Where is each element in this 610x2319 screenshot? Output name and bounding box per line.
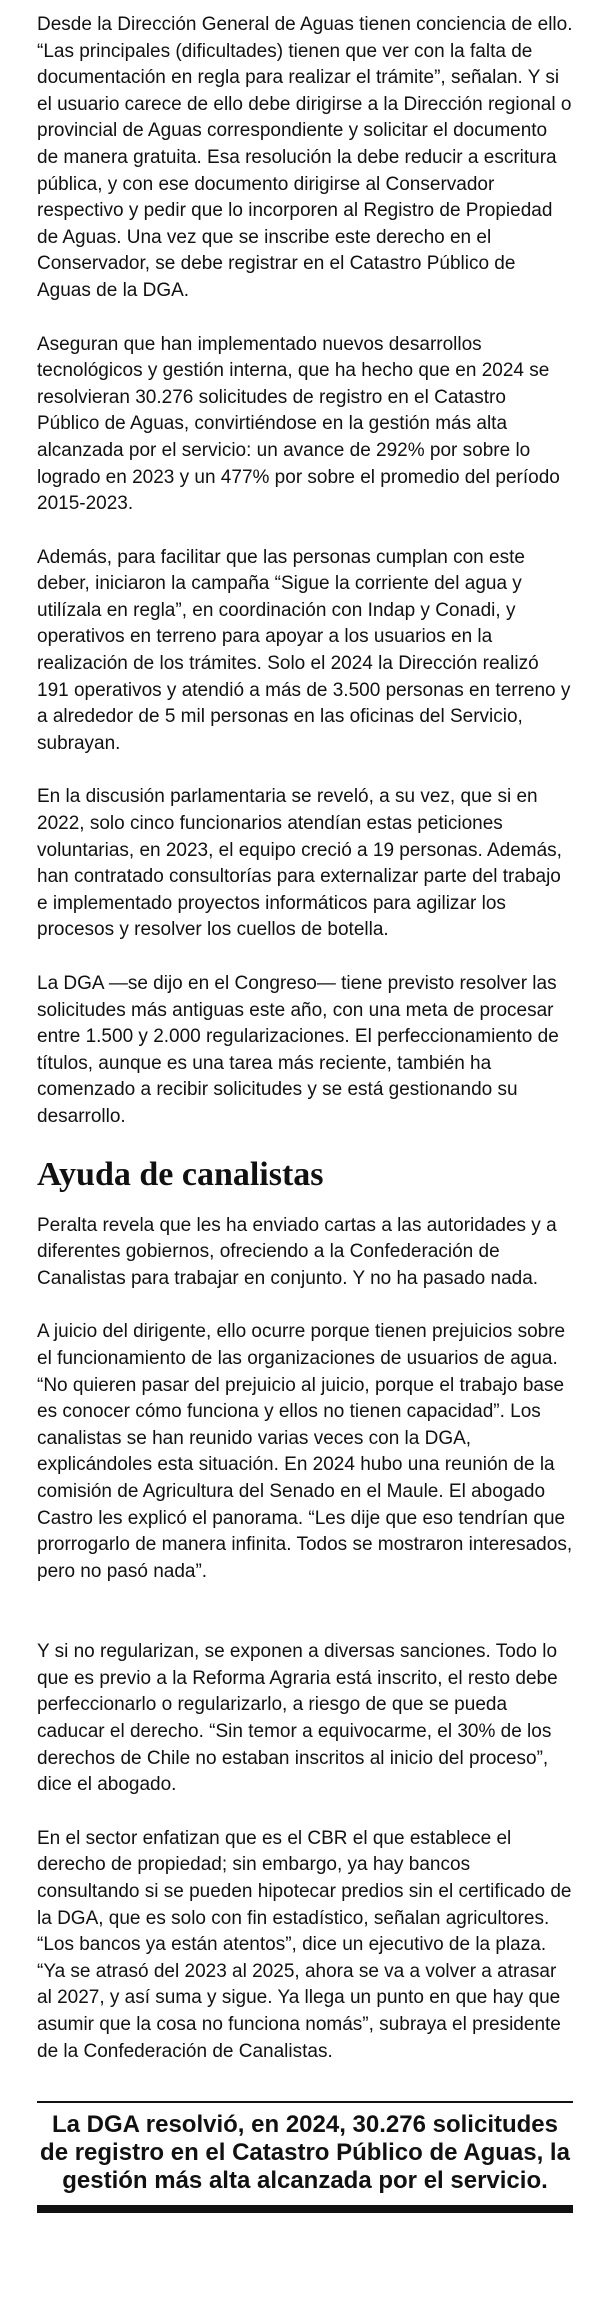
paragraph-congress-goal: La DGA —se dijo en el Congreso— tiene previsto resolver las solicitudes más antiguas este año, con una meta de procesar entre 1.500 y 2.000 regularizaciones. El perfeccionamiento de títulos, aunque es una tarea más reciente, también ha comenzado a recibir solicitudes y se está gestionando su desarrollo.	[37, 973, 559, 1127]
paragraph-prejudice: A juicio del dirigente, ello ocurre porque tienen prejuicios sobre el funcionamiento de las organizaciones de usuarios de agua. “No quieren pasar del prejuicio al juicio, porque el trabajo base es conocer cómo funciona y ellos no tienen capacidad”. Los canalistas se han reunido varias veces con la DGA, explicándoles esta situación. En 2024 hubo una reunión de la comisión de Agricultura del Senado en el Maule. El abogado Castro les explicó el panorama. “Les dije que eso tendrían que prorrogarlo de manera infinita. Todos se mostraron interesados, pero no pasó nada”.	[37, 1321, 573, 1582]
paragraph-peralta-letters: Peralta revela que les ha enviado cartas a las autoridades y a diferentes gobiernos, ofreciendo a la Confederación de Canalistas para trabajar en conjunto. Y no ha pasado nada.	[37, 1214, 557, 1289]
article-body	[37, 12, 573, 2213]
paragraph-sanctions: Y si no regularizan, se exponen a diversas sanciones. Todo lo que es previo a la Reforma Agraria está inscrito, el resto debe perfeccionarlo o regularizarlo, a riesgo de que se pueda caducar el derecho. “Sin temor a equivocarme, el 30% de los derechos de Chile no estaban inscritos al inicio del proceso”, dice el abogado.	[37, 1641, 558, 1796]
paragraph-dga-documentation: Desde la Dirección General de Aguas tienen conciencia de ello. “Las principales (dificultades) tienen que ver con la falta de documentación en regla para realizar el trámite”, señalan. Y si el usuario carece de ello debe dirigirse a la Dirección regional o provincial de Aguas correspondiente y solicitar el documento de manera gratuita. Esa resolución la debe reducir a escritura pública, y con ese documento dirigirse al Conservador respectivo y pedir que lo incorporen al Registro de Propiedad de Aguas. Una vez que se inscribe este derecho en el Conservador, se debe registrar en el Catastro Público de Aguas de la DGA.	[37, 14, 573, 301]
paragraph-dga-technology: Aseguran que han implementado nuevos desarrollos tecnológicos y gestión interna, que ha hecho que en 2024 se resolvieran 30.276 solicitudes de registro en el Catastro Público de Aguas, convirtiéndose en la gestión más alta alcanzada por el servicio: un avance de 292% por sobre lo logrado en 2023 y un 477% por sobre el promedio del período 2015-2023.	[37, 333, 560, 515]
pull-quote: La DGA resolvió, en 2024, 30.276 solicitudes de registro en el Catastro Público de Aguas, la gestión más alta alcanzada por el servicio.	[37, 2101, 573, 2213]
section-heading: Ayuda de canalistas	[37, 1155, 324, 1193]
paragraph-campaign: Además, para facilitar que las personas cumplan con este deber, iniciaron la campaña “Sigue la corriente del agua y utilízala en regla”, en coordinación con Indap y Conadi, y operativos en terreno para apoyar a los usuarios en la realización de los trámites. Solo el 2024 la Dirección realizó 191 operativos y atendió a más de 3.500 personas en terreno y a alrededor de 5 mil personas en las oficinas del Servicio, subrayan.	[37, 546, 571, 754]
paragraph-parliament: En la discusión parlamentaria se reveló, a su vez, que si en 2022, solo cinco funcionarios atendían estas peticiones voluntarias, en 2023, el equipo creció a 19 personas. Además, han contratado consultorías para externalizar parte del trabajo e implementado proyectos informáticos para agilizar los procesos y resolver los cuellos de botella.	[37, 786, 562, 941]
paragraph-cbr-banks: En el sector enfatizan que es el CBR el que establece el derecho de propiedad; sin embargo, ya hay bancos consultando si se pueden hipotecar predios sin el certificado de la DGA, que es solo con fin estadístico, señalan agricultores. “Los bancos ya están atentos”, dice un ejecutivo de la plaza. “Ya se atrasó del 2023 al 2025, ahora se va a volver a atrasar al 2027, y así suma y sigue. Ya llega un punto en que hay que asumir que la cosa no funciona nomás”, subraya el presidente de la Confederación de Canalistas.	[37, 1827, 572, 2062]
